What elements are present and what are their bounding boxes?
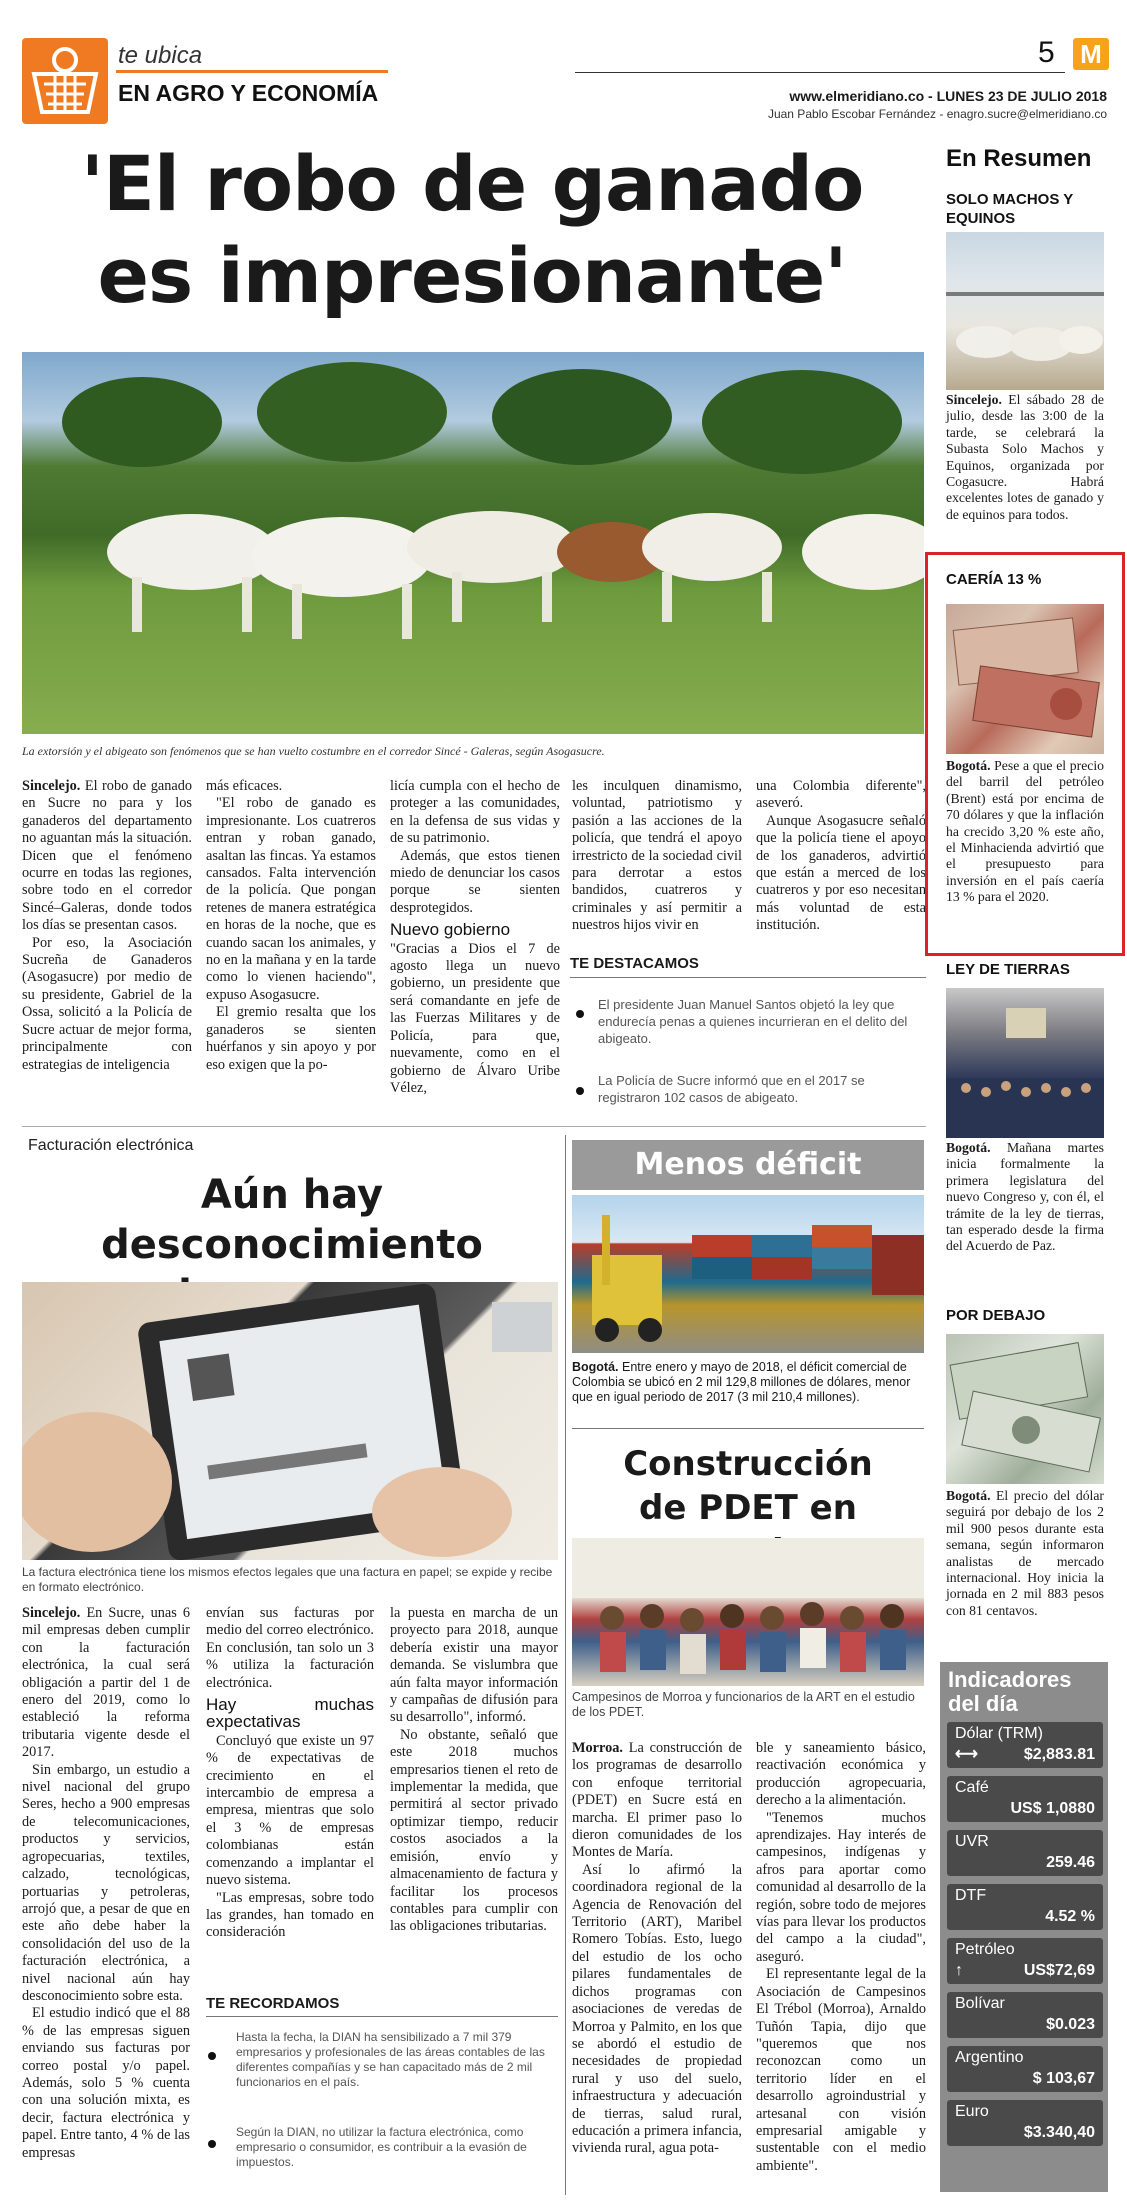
indicator-row xyxy=(947,1938,1103,1984)
article-column: una Colombia diferente", aseveró. Aunque Asogasucre señaló que la policía tiene el apoyo de los ganaderos, advirtió que están a merced de los cuatreros y por eso necesitan más voluntad de esta institución. xyxy=(756,778,926,934)
article-column: Morroa. La construcción de los programas de desarrollo con enfoque territorial (PDET) en Sucre está en marcha. El primer paso lo dieron comunidades de los Montes de María. Así lo afirmó la coordinadora regional de la Agencia de Renovación del Territorio (ART), Maribel Romero Tobías. Esto, luego del estudio de los ocho pilares fundamentales de dichos programas con asociaciones de veredas de Morroa y Palmito, en los que se abordó el estudio de necesidades de propiedad rural y uso del suelo, infraestructura y adecuación de tierras, salud rural, educación a primera infancia, vivienda rural, agua pota- xyxy=(572,1740,742,2157)
tablet-invoice-photo xyxy=(22,1282,558,1560)
indicator-name: UVR xyxy=(955,1833,989,1850)
sidebar-item-text: Bogotá. Pese a que el precio del barril del petróleo (Brent) está por encima de 70 dólares y que la inflación ha crecido 3,20 % este año, el Minhacienda advirtió que el presupuesto para inversión en el país caería 13 % para el 2020. xyxy=(946,758,1104,905)
photo-caption: La factura electrónica tiene los mismos efectos legales que una factura en papel; se expide y recibe en formato electrónico. xyxy=(22,1565,553,1594)
article-column: Sincelejo. El robo de ganado en Sucre no para y los ganaderos del departamento no aguantan más la situación. Dicen que el fenómeno ocurre en todas las regiones, sobre todo en el corredor Sincé–Galeras, donde todos los días se presentan casos. Por eso, la Asociación Sucreña de Ganaderos (Asogasucre) por medio de su presidente, Gabriel de la Ossa, solicitó a la Policía de Sucre actuar de mejor forma, principalmente con estrategias de inteligencia xyxy=(22,778,192,1073)
headline-line: de PDET en xyxy=(639,1488,857,1528)
sidebar-photo xyxy=(946,232,1104,390)
indicator-name: Dólar (TRM) xyxy=(955,1725,1043,1742)
indicator-name: Café xyxy=(955,1779,989,1796)
headline-line: 'El robo de ganado xyxy=(80,139,864,228)
headline-line: Aún hay desconocimiento xyxy=(101,1172,483,1268)
indicator-value: US$ 1,0880 xyxy=(1010,1800,1095,1817)
dateline-city: Bogotá. xyxy=(572,1360,619,1374)
headline-line: es impresionante' xyxy=(97,231,847,320)
header-rule xyxy=(116,70,388,73)
indicator-name: Petróleo xyxy=(955,1941,1015,1958)
section-divider xyxy=(22,1126,926,1127)
sidebar-item-text: Bogotá. El precio del dólar seguirá por debajo de los 2 mil 900 pesos durante esta semana, según informaron analistas de mercado internacional. Hoy inicia la jornada en 2 mil 883 pesos con 81 centavos. xyxy=(946,1488,1104,1618)
headline-line: Construcción xyxy=(623,1444,873,1484)
cattle-photo xyxy=(22,352,924,734)
bullet-icon xyxy=(576,1010,584,1018)
indicator-row xyxy=(947,2046,1103,2092)
indicator-value: $2,883.81 xyxy=(1023,1746,1095,1763)
indicator-value: US$72,69 xyxy=(1023,1962,1095,1979)
te-destacamos-heading: TE DESTACAMOS xyxy=(570,955,699,972)
dateline-city: Morroa. xyxy=(572,1740,623,1756)
indicator-name: DTF xyxy=(955,1887,987,1904)
article-column: envían sus facturas por medio del correo electrónico. En conclusión, tan solo un 3 % utiliza la facturación electrónica. Hay muchas expectativas Concluyó que existe un 97 % de expectativas de crecimiento en el intercambio de empresa a empresa, mientras que solo el 3 % de empresas colombianas están comenzando a implantar el nuevo sistema. "Las empresas, sobre todo las grandes, han tomado en consideración xyxy=(206,1605,374,1941)
indicator-name: Bolívar xyxy=(955,1995,1005,2012)
reminder-item: Según la DIAN, no utilizar la factura electrónica, como empresario o consumidor, es contribuir a la evasión de impuestos. xyxy=(236,2125,527,2169)
indicadores-title: Indicadores del día xyxy=(948,1667,1072,1716)
highlight-item: La Policía de Sucre informó que en el 2017 se registraron 102 casos de abigeato. xyxy=(598,1073,865,1105)
indicator-row xyxy=(947,1776,1103,1822)
cattle-pen-illustration xyxy=(946,232,1104,390)
sidebar-title: En Resumen xyxy=(946,145,1092,172)
section-logo xyxy=(22,38,108,124)
highlight-frame xyxy=(925,552,1125,956)
article-column: la puesta en marcha de un proyecto para 2018, aunque debería existir una mayor demanda. Se vislumbra que aún falta mayor información y campañas de difusión para su desarrollo", informó. No obstante, señaló que este 2018 muchos empresarios tienen el reto de implementar la medida, que permitirá al sector privado optimizar tiempo, reducir costos asociados a la emisión, envío y almacenamiento de factura y facilitar los procesos contables para cumplir con las obligaciones tributarias. xyxy=(390,1605,558,1935)
meeting-illustration xyxy=(572,1538,924,1686)
indicator-row xyxy=(947,1884,1103,1930)
article-column: licía cumpla con el hecho de proteger a las comunidades, en la defensa de sus vidas y de su patrimonio. Además, que estos tienen miedo de denunciar los casos porque se sienten desprotegidos. Nuevo gobierno "Gracias a Dios el 7 de agosto llega un nuevo gobierno, un presidente que será comandante en jefe de las Fuerzas Militares y de Policía, para que, nuevamente, como en el gobierno de Álvaro Uribe Vélez, xyxy=(390,778,560,1096)
containers-illustration xyxy=(572,1195,924,1353)
containers-photo xyxy=(572,1195,924,1353)
byline: Juan Pablo Escobar Fernández - enagro.sucre@elmeridiano.co xyxy=(767,107,1107,121)
article-column: ble y saneamiento básico, reactivación económica y producción agropecuaria, derecho a la alimentación. "Tenemos muchos aprendizajes. Hay interés de campesinos, indígenas y afros para aportar como comunidad al desarrollo de la región, sobre todo de mejores vías para llevar los productos del campo a la ciudad", aseguró. El representante legal de la Asociación de Campesinos El Trébol (Morroa), Arnaldo Tuñón Tapia, dijo que "queremos que nos reconozcan como un territorio líder en el desarrollo agroindustrial y artesanal con visión empresarial amigable y sustentable con el medio ambiente". xyxy=(756,1740,926,2174)
sidebar-photo xyxy=(946,1334,1104,1484)
indicator-name: Argentino xyxy=(955,2049,1024,2066)
sidebar-item-text: Sincelejo. El sábado 28 de julio, desde las 3:00 de la tarde, se celebrará la Subasta Solo Machos y Equinos, organizada por Cogasucre. Habrá excelentes lotes de ganado y de equinos para todos. xyxy=(946,392,1104,522)
sidebar-item-head: SOLO MACHOS Y EQUINOS xyxy=(946,191,1073,227)
exchange-arrows-icon: ⟷ xyxy=(955,1746,978,1763)
page-number: 5 xyxy=(1038,36,1055,69)
dateline-city: Bogotá. xyxy=(946,1140,991,1155)
congress-illustration xyxy=(946,988,1104,1138)
tablet-illustration xyxy=(22,1282,558,1560)
sidebar-item-head: LEY DE TIERRAS xyxy=(946,961,1070,978)
indicator-value: $3.340,40 xyxy=(1023,2124,1095,2141)
dateline-city: Sincelejo. xyxy=(22,778,81,794)
article-column: Sincelejo. En Sucre, unas 6 mil empresas deben cumplir con la facturación electrónica, la cual será obligación a partir del 1 de enero del 2019, como lo estableció la reforma tributaria vigente desde el 2017. Sin embargo, un estudio a nivel nacional del grupo Seres, hecho a 900 empresas de telecomunicaciones, productos y servicios, agropecuarias, textiles, calzado, tecnológicas, portuarias y petroleras, arrojó que, a pesar de que en este año debe haber la consolidación del uso de la facturación electrónica, a nivel nacional aún hay desconocimiento sobre esta. El estudio indicó que el 88 % de las empresas siguen enviando sus facturas por correo postal y/o papel. Además, solo 5 % cuenta con una solución mixta, es decir, factura electrónica y papel. Entre tanto, 4 % de las empresas xyxy=(22,1605,190,2161)
dollar-bills-illustration xyxy=(946,1334,1104,1484)
indicator-value: 4.52 % xyxy=(1045,1908,1095,1925)
photo-caption: Campesinos de Morroa y funcionarios de la ART en el estudio de los PDET. xyxy=(572,1690,915,1719)
indicator-value: 259.46 xyxy=(1046,1854,1095,1871)
bullet-icon xyxy=(576,1087,584,1095)
te-recordamos-heading: TE RECORDAMOS xyxy=(206,1995,340,2012)
divider xyxy=(570,977,926,978)
deficit-banner: Menos déficit xyxy=(572,1140,924,1190)
indicator-row xyxy=(947,1992,1103,2038)
meeting-photo xyxy=(572,1538,924,1686)
dateline-city: Sincelejo. xyxy=(22,1605,81,1621)
brand-logo: M xyxy=(1073,38,1109,70)
section-title: EN AGRO Y ECONOMÍA xyxy=(118,80,379,106)
sidebar-item-head: CAERÍA 13 % xyxy=(946,571,1042,588)
dateline-city: Bogotá. xyxy=(946,1488,991,1503)
deficit-text: Bogotá. Entre enero y mayo de 2018, el déficit comercial de Colombia se ubicó en 2 mil 129,8 millones de dólares, menor que en igual periodo de 2017 (3 mil 210,4 millones). xyxy=(572,1360,911,1404)
dateline-city: Bogotá. xyxy=(946,758,991,773)
indicator-value: $ 103,67 xyxy=(1032,2070,1095,2087)
bullet-icon xyxy=(208,2140,216,2148)
dateline: www.elmeridiano.co - LUNES 23 DE JULIO 2018 xyxy=(789,88,1107,104)
reminder-item: Hasta la fecha, la DIAN ha sensibilizado a 7 mil 379 empresarios y profesionales de las áreas contables de las diferentes compañías y se han capacitado más de 2 mil funcionarios en el país. xyxy=(236,2030,545,2089)
top-rule xyxy=(575,72,1065,73)
subheading: Nuevo gobierno xyxy=(390,920,511,940)
main-headline xyxy=(22,138,922,322)
indicator-row xyxy=(947,1830,1103,1876)
article-column: les inculquen dinamismo, voluntad, patriotismo y pasión a las acciones de la policía, que tendrá el apoyo irrestricto de la sociedad civil para derrotar a estos bandidos, cuatreros y criminales y así permitir a nuestros hijos vivir en xyxy=(572,778,742,934)
indicator-name: Euro xyxy=(955,2103,989,2120)
indicator-row xyxy=(947,2100,1103,2146)
bullet-icon xyxy=(208,2052,216,2060)
highlight-item: El presidente Juan Manuel Santos objetó la ley que endurecía penas a quienes incurrieran en el delito del abigeato. xyxy=(598,997,908,1046)
indicator-value: $0.023 xyxy=(1046,2016,1095,2033)
section-tagline: te ubica xyxy=(118,42,203,69)
divider xyxy=(572,1428,924,1429)
article-column: más eficaces. "El robo de ganado es impresionante. Los cuatreros entran y roban ganado, asaltan las fincas. Ya estamos cansados. Falta intervención de la policía. Que pongan retenes de manera estratégica en horas de la noche, que es cuando sacan los animales, y no en la mañana y en la tarde como lo vienen haciendo", expuso Asogasucre. El gremio resalta que los ganaderos se sienten huérfanos y sin apoyo y por eso exigen que la po- xyxy=(206,778,376,1073)
photo-caption: La extorsión y el abigeato son fenómenos que se han vuelto costumbre en el corredor Sincé - Galeras, según Asogasucre. xyxy=(22,744,605,758)
sidebar-item-head: POR DEBAJO xyxy=(946,1307,1046,1324)
up-arrow-icon: ↑ xyxy=(955,1962,963,1979)
sidebar-photo xyxy=(946,988,1104,1138)
cattle-illustration xyxy=(22,352,924,734)
sidebar-item-text: Bogotá. Mañana martes inicia formalmente la primera legislatura del nuevo Congreso y, con él, el trámite de la ley de tierras, tan esperado desde la firma del Acuerdo de Paz. xyxy=(946,1140,1104,1254)
story-kicker: Facturación electrónica xyxy=(28,1137,194,1154)
column-divider xyxy=(565,1135,566,2195)
divider xyxy=(206,2016,558,2017)
dateline-city: Sincelejo. xyxy=(946,392,1002,407)
indicator-row xyxy=(947,1722,1103,1768)
subheading: Hay muchas expectativas xyxy=(206,1695,374,1732)
basket-icon xyxy=(22,38,108,124)
